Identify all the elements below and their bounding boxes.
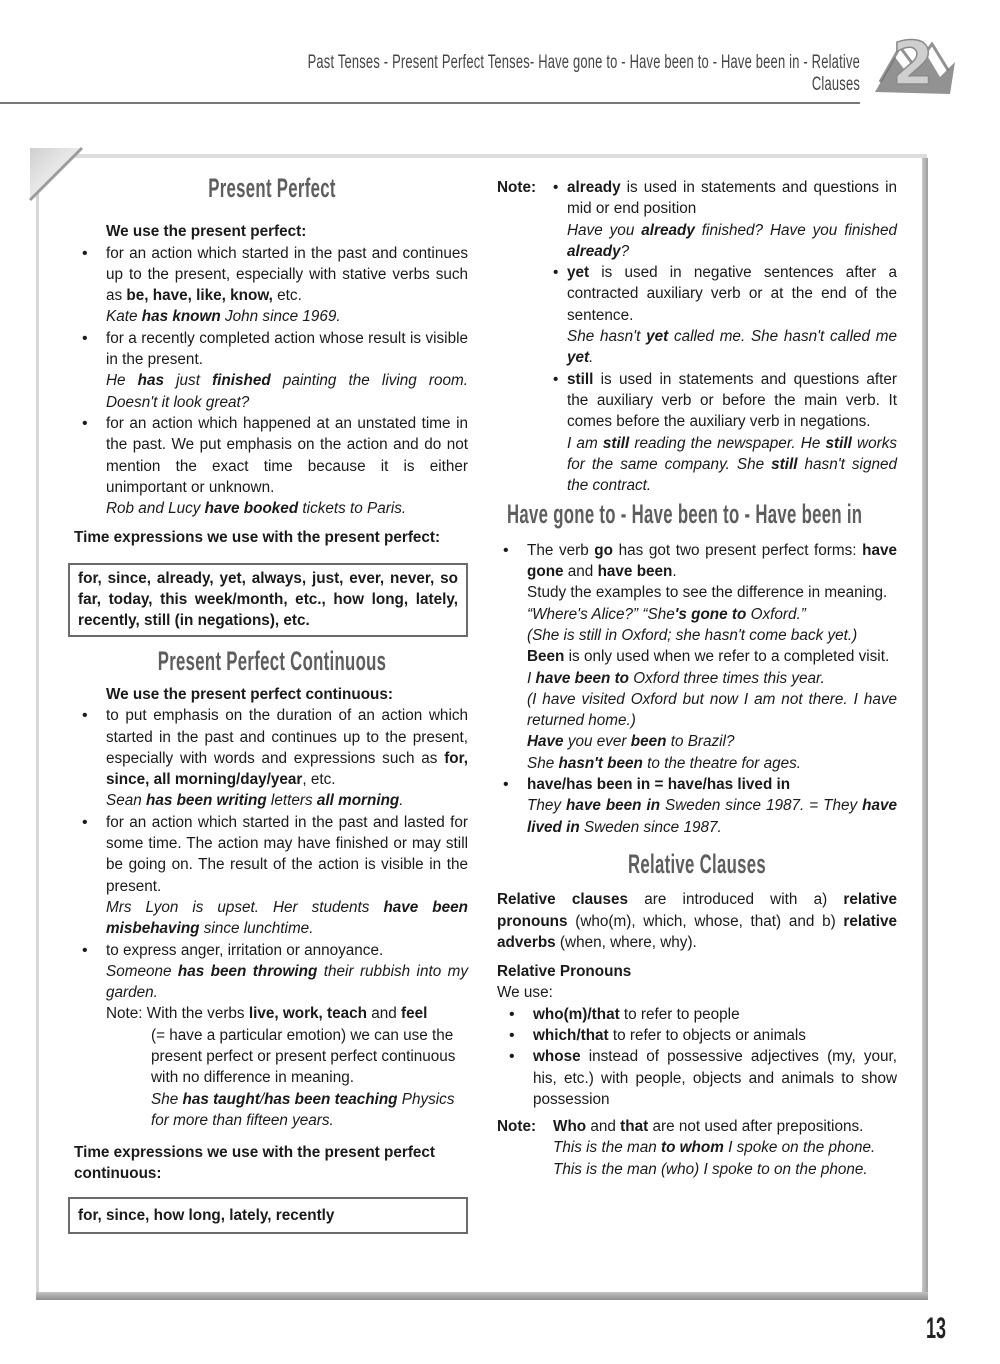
rc-pronouns-heading: Relative Pronouns xyxy=(497,963,632,981)
frame-shadow-bottom xyxy=(36,1292,928,1300)
frame-shadow-right xyxy=(922,158,928,1294)
pp-use-1: • for an action which started in the past and continues up to the present, especially with stative verbs such as be, have, like, know, etc. Kate has known John since 1969. xyxy=(76,243,468,328)
pp-use-2: • for a recently completed action whose result is visible in the present. He has just finished painting the living room. Doesn't it look great? xyxy=(76,328,468,413)
ppc-note: Note: With the verbs live, work, teach and feel (= have a particular emotion) we can use the present perfect or present perfect continuous with no difference in meaning. She has taught/has been teaching Physics for more than fifteen years. xyxy=(106,1003,468,1131)
pp-time-expr-box: for, since, already, yet, always, just, ever, never, so far, today, this week/month, etc., how long, lately, recently, still (in negations), etc. xyxy=(68,563,468,637)
rc-item-1: • who(m)/that to refer to people xyxy=(503,1004,897,1025)
rc-item-2: • which/that to refer to objects or animals xyxy=(503,1025,897,1046)
rc-intro: Relative clauses are introduced with a) relative pronouns (who(m), which, whose, that) and b) relative adverbs (when, where, why). xyxy=(497,891,897,951)
page-number: 13 xyxy=(926,1312,947,1345)
gone-been-item-2: • have/has been in = have/has lived in They have been in Sweden since 1987. = They have lived in Sweden since 1987. xyxy=(497,774,897,838)
ppc-example-3: Someone has been throwing their rubbish into my garden. xyxy=(106,962,469,1002)
ppc-time-expr-box: for, since, how long, lately, recently xyxy=(68,1197,468,1234)
pp-example-3: Rob and Lucy have booked tickets to Paris. xyxy=(106,500,407,518)
ppc-note-example: She has taught/has been teaching Physics for more than fifteen years. xyxy=(151,1090,455,1129)
running-header-title: Past Tenses - Present Perfect Tenses- Have gone to - Have been to - Have been in - Relative Clauses xyxy=(307,52,860,95)
rc-note: Note: Who and that are not used after prepositions. This is the man to whom I spoke on the phone. This is the man (who) I spoke to on the phone. xyxy=(497,1118,876,1178)
ppc-use-1: • to put emphasis on the duration of an action which started in the past and continues up to the present, especially with words and expressions such as for, since, all morning/day/year, etc. Sean has been writing letters all morning. xyxy=(76,705,468,811)
right-column xyxy=(497,177,897,1180)
ppc-use-2: • for an action which started in the past and lasted for some time. The action may have finished or may still be going on. The result of the action is visible in the present. Mrs Lyon is upset. Her students have been misbehaving since lunchtime. xyxy=(76,812,468,940)
note-still: • still is used in statements and questions after the auxiliary verb or before the main verb. It comes before the auxiliary verb in negations. I am still reading the newspaper. He still works for the same company. She still hasn't signed the contract. xyxy=(553,369,897,497)
rc-item-3: • whose instead of possessive adjectives (my, your, his, etc.) with people, objects and animals to show possession xyxy=(503,1046,897,1110)
ppc-example-1: Sean has been writing letters all morning. xyxy=(106,792,404,810)
chapter-badge-icon xyxy=(870,22,960,102)
gone-been-item-1: • The verb go has got two present perfect forms: have gone and have been. Study the examples to see the difference in meaning. “Where's Alice?” “She's gone to Oxford.” (She is still in Oxford; she hasn't come back yet.) Been is only used when we refer to a completed visit. I have been to Oxford three times this year. (I have visited Oxford but now I am not there. I have returned home.) Have you ever been to Brazil? She hasn't been to the theatre for ages. xyxy=(497,540,897,774)
pp-intro: We use the present perfect: xyxy=(106,223,307,241)
pp-example-1: Kate has known John since 1969. xyxy=(106,308,341,326)
ppc-use-3: • to express anger, irritation or annoyance. Someone has been throwing their rubbish into my garden. Note: With the verbs live, work, teach and feel (= have a particular emotion) we can use the present perfect or present perfect continuous with no difference in meaning. She has taught/has been teaching Physics for more than fifteen years. xyxy=(76,940,468,1132)
section-title-have-gone-been: Have gone to - Have been to - Have been in xyxy=(507,499,863,530)
section-title-relative-clauses: Relative Clauses xyxy=(627,848,767,879)
section-title-present-perfect-continuous: Present Perfect Continuous xyxy=(157,645,387,676)
ppc-time-expr-label: Time expressions we use with the present perfect continuous: xyxy=(74,1144,436,1183)
adverb-note: Note: • already is used in statements and questions in mid or end position Have you already finished? Have you finished already? • yet is used in negative sentences after a contracted auxiliary verb or at the end of the sentence. She hasn't yet called me. She hasn't called me yet. • still is used in statements and questions after the auxiliary verb or before the main verb. It comes before the auxiliary verb in negations. I am still reading the newspaper. He still works for the same company. She still hasn't signed the contract. xyxy=(497,177,897,496)
section-title-present-perfect: Present Perfect xyxy=(208,173,336,203)
header-rule xyxy=(0,102,860,104)
ppc-intro: We use the present perfect continuous: xyxy=(106,685,394,703)
pp-time-expr-label: Time expressions we use with the present perfect: xyxy=(74,529,441,547)
ppc-example-2: Mrs Lyon is upset. Her students have been misbehaving since lunchtime. xyxy=(106,898,468,938)
rc-we-use: We use: xyxy=(497,984,553,1002)
svg-text:2: 2 xyxy=(892,29,934,99)
pp-use-3: • for an action which happened at an unstated time in the past. We put emphasis on the action and do not mention the exact time because it is either unimportant or unknown. Rob and Lucy have booked tickets to Paris. xyxy=(76,413,468,519)
pp-example-2: He has just finished painting the living room. Doesn't it look great? xyxy=(106,372,468,411)
note-already: • already is used in statements and questions in mid or end position Have you already finished? Have you finished already? xyxy=(553,177,897,262)
left-column xyxy=(74,173,469,1234)
note-yet: • yet is used in negative sentences after a contracted auxiliary verb or at the end of the sentence. She hasn't yet called me. She hasn't called me yet. xyxy=(553,262,897,368)
